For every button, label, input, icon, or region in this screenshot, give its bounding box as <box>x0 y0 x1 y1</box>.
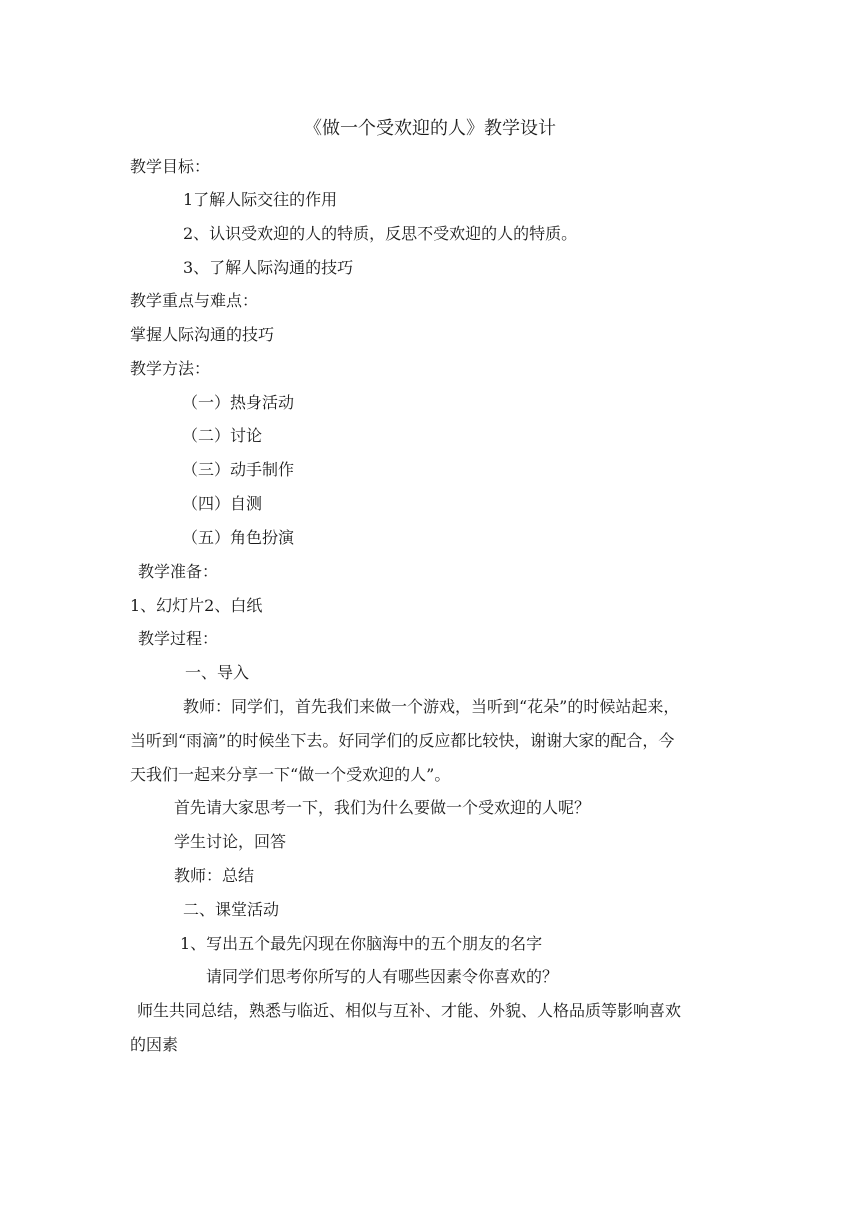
objective-item-1: 1了解人际交往的作用 <box>183 190 338 209</box>
method-item-3: （三）动手制作 <box>182 460 295 479</box>
section-heading-objectives: 教学目标： <box>130 157 211 176</box>
section-heading-process: 教学过程： <box>138 629 219 648</box>
paragraph-line: 学生讨论，回答 <box>174 832 287 851</box>
paragraph-line: 的因素 <box>130 1035 179 1054</box>
paragraph-line: 师生共同总结，熟悉与临近、相似与互补、才能、外貌、人格品质等影响喜欢 <box>137 1001 682 1020</box>
method-item-4: （四）自测 <box>182 494 263 513</box>
method-item-5: （五）角色扮演 <box>182 528 295 547</box>
section-heading-methods: 教学方法： <box>130 359 211 378</box>
paragraph-line: 当听到“雨滴”的时候坐下去。好同学们的反应都比较快，谢谢大家的配合，今 <box>130 731 675 750</box>
paragraph-line: 教师：同学们，首先我们来做一个游戏，当听到“花朵”的时候站起来， <box>183 697 680 716</box>
objective-item-3: 3、了解人际沟通的技巧 <box>183 258 354 277</box>
paragraph-line: 首先请大家思考一下，我们为什么要做一个受欢迎的人呢？ <box>174 798 591 817</box>
document-title: 《做一个受欢迎的人》教学设计 <box>304 118 556 139</box>
section-heading-preparation: 教学准备： <box>138 562 219 581</box>
activity-item-1: 1、写出五个最先闪现在你脑海中的五个朋友的名字 <box>180 934 543 953</box>
section-heading-key-points: 教学重点与难点： <box>130 291 259 310</box>
paragraph-line: 请同学们思考你所写的人有哪些因素令你喜欢的？ <box>206 967 559 986</box>
process-step-1-heading: 一、导入 <box>185 663 250 682</box>
key-points-text: 掌握人际沟通的技巧 <box>130 325 275 344</box>
objective-item-2: 2、认识受欢迎的人的特质，反思不受欢迎的人的特质。 <box>183 224 578 243</box>
method-item-1: （一）热身活动 <box>182 393 295 412</box>
preparation-text: 1、幻灯片2、白纸 <box>130 596 263 615</box>
process-step-2-heading: 二、课堂活动 <box>183 900 280 919</box>
paragraph-line: 教师：总结 <box>174 866 255 885</box>
method-item-2: （二）讨论 <box>182 426 263 445</box>
paragraph-line: 天我们一起来分享一下“做一个受欢迎的人”。 <box>130 765 451 784</box>
